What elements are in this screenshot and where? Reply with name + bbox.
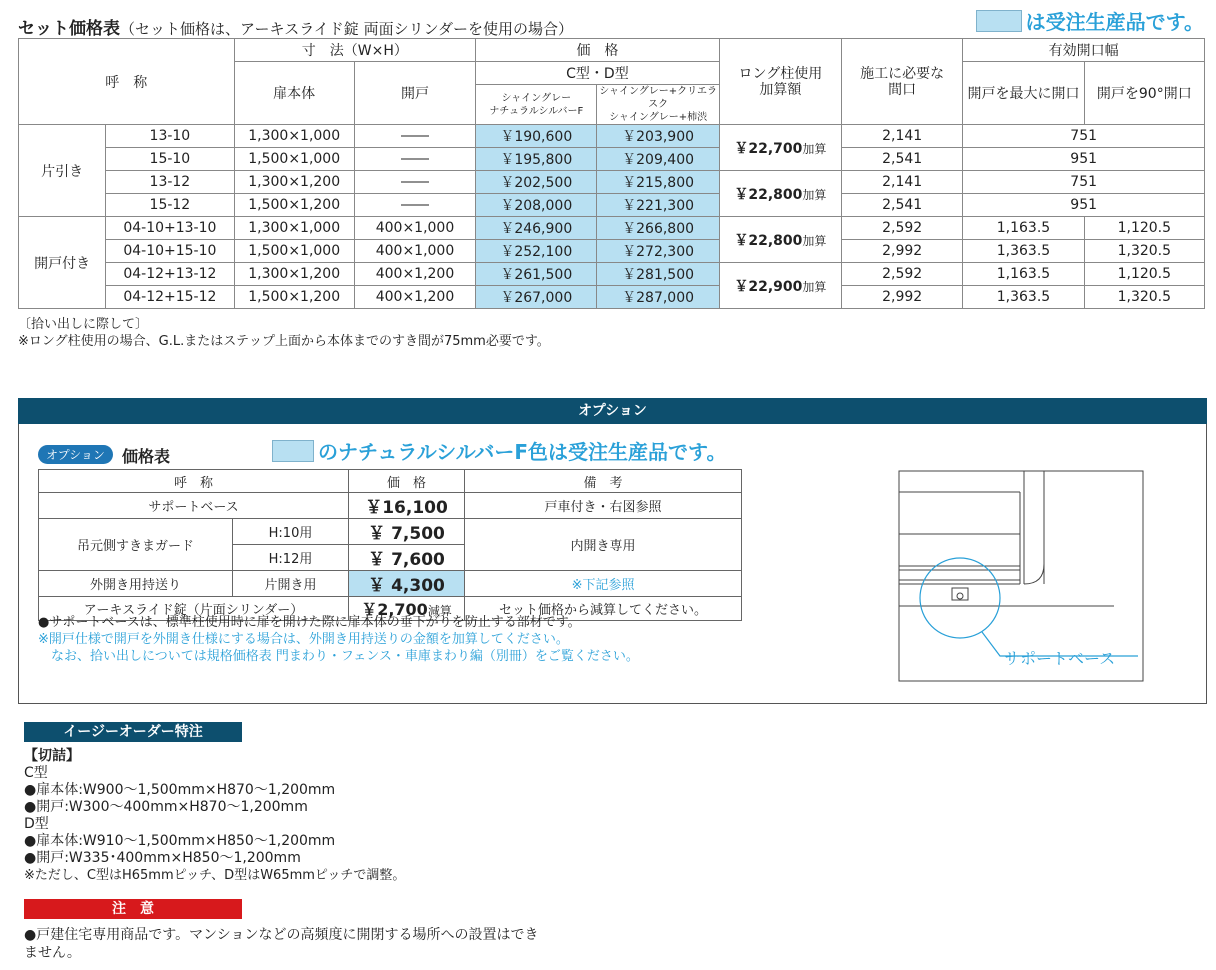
option-note-line: なお、拾い出しについては規格価格表 門まわり・フェンス・車庫まわり編（別冊）をご覧ください。 [38,649,639,664]
note-line: 〔拾い出しに際して〕 [18,317,149,332]
easy-line: ●開戸:W300～400mm×H870～1,200mm [24,799,308,815]
caution-header: 注 意 [24,899,242,919]
row-open-max: 1,163.5 [963,217,1084,240]
row-price-2: ￥266,800 [597,217,719,240]
row-price-1: ￥195,800 [476,148,597,171]
header-name: 呼 称 [19,39,235,125]
page-title: セット価格表（セット価格は、アーキスライド錠 両面シリンダーを使用の場合） [18,19,573,39]
row-price-1: ￥252,100 [476,240,597,263]
row-open-90: 1,120.5 [1084,217,1204,240]
row-open-90: 1,320.5 [1084,240,1204,263]
note-line: ※ロング柱使用の場合、G.L.またはステップ上面から本体までのすき間が75mm必要です。 [18,334,550,349]
row-door-size: 1,300×1,000 [234,125,354,148]
row-door-size: 1,500×1,200 [234,286,354,309]
row-code: 04-12+13-12 [106,263,234,286]
row-price-1: ￥267,000 [476,286,597,309]
row-open-max: 1,363.5 [963,286,1084,309]
row-price-2: ￥287,000 [597,286,719,309]
opt-outward-name: 外開き用持送り [39,571,233,597]
option-header: オプション [18,398,1207,424]
row-door-size: 1,300×1,000 [234,217,354,240]
row-frontage: 2,141 [842,125,963,148]
row-frontage: 2,541 [842,194,963,217]
row-frontage: 2,541 [842,148,963,171]
easy-line: ●扉本体:W900～1,500mm×H870～1,200mm [24,782,336,798]
easy-line: ●開戸:W335･400mm×H850～1,200mm [24,850,301,866]
long-add-2: ￥22,800加算 [719,171,841,217]
easy-order-header: イージーオーダー特注 [24,722,242,742]
easy-line: D型 [24,816,49,832]
legend-swatch [272,440,314,462]
header-price: 価 格 [476,39,720,62]
support-base-diagram [898,470,1144,682]
row-frontage: 2,592 [842,263,963,286]
row-code: 04-12+15-12 [106,286,234,309]
set-price-table [18,38,1205,309]
row-price-2: ￥209,400 [597,148,719,171]
header-cd-type: C型・D型 [476,62,720,85]
header-effective-width: 有効開口幅 [963,39,1205,62]
row-price-1: ￥190,600 [476,125,597,148]
header-gate: 開戸 [354,62,475,125]
opt-lock-name: アーキスライド錠（片面シリンダー） [39,597,349,621]
row-open-90: 1,120.5 [1084,263,1204,286]
made-to-order-legend [976,6,1204,35]
easy-line: 【切詰】 [24,748,80,764]
row-price-1: ￥202,500 [476,171,597,194]
set-price-notes [18,316,550,350]
caution-text: ●戸建住宅専用商品です。マンションなどの高頻度に開閉する場所への設置はできません。 [24,927,539,961]
row-door-size: 1,300×1,200 [234,171,354,194]
group-with-gate: 開戸付き [19,217,106,309]
easy-line: C型 [24,765,48,781]
row-gate-size: ―― [354,194,475,217]
row-open-90: 1,320.5 [1084,286,1204,309]
opt-outward-price: ￥ 4,300 [349,571,465,597]
row-code: 04-10+15-10 [106,240,234,263]
long-add-4: ￥22,900加算 [719,263,841,309]
opt-support-note: 戸車付き・右図参照 [465,493,742,519]
row-door-size: 1,300×1,200 [234,263,354,286]
row-frontage: 2,592 [842,217,963,240]
row-door-size: 1,500×1,000 [234,148,354,171]
opt-support-price: ￥16,100 [349,493,465,519]
row-frontage: 2,992 [842,286,963,309]
row-gate-size: ―― [354,171,475,194]
opt-guard-price-1: ￥ 7,500 [349,519,465,545]
long-add-3: ￥22,800加算 [719,217,841,263]
row-effective: 951 [963,148,1205,171]
row-effective: 951 [963,194,1205,217]
opt-lock-note: セット価格から減算してください。 [465,597,742,621]
row-effective: 751 [963,171,1205,194]
row-price-2: ￥281,500 [597,263,719,286]
row-gate-size: 400×1,000 [354,217,475,240]
easy-line: ●扉本体:W910～1,500mm×H850～1,200mm [24,833,336,849]
row-gate-size: 400×1,200 [354,263,475,286]
easy-line: ※ただし、C型はH65mmピッチ、D型はW65mmピッチで調整。 [24,868,406,883]
option-title: 価格表 [122,447,171,466]
diagram-label: サポートベース [1004,649,1116,668]
row-price-1: ￥208,000 [476,194,597,217]
opt-guard-note: 内開き専用 [465,519,742,571]
legend-text: は受注生産品です。 [1025,10,1204,34]
row-code: 15-12 [106,194,234,217]
option-legend [272,436,726,465]
header-open-max: 開戸を最大に開口 [963,62,1084,125]
opt-guard-name: 吊元側すきまガード [39,519,233,571]
opt-lock-price: ￥2,700減算 [349,597,465,621]
header-frontage: 施工に必要な 間口 [842,39,963,125]
row-gate-size: ―― [354,148,475,171]
row-open-max: 1,363.5 [963,240,1084,263]
row-price-2: ￥203,900 [597,125,719,148]
page-subtitle: （セット価格は、アーキスライド錠 両面シリンダーを使用の場合） [120,20,573,38]
opt-header-name: 呼 称 [39,470,349,493]
opt-outward-sub: 片開き用 [233,571,349,597]
option-note-line: ●サポートベースは、標準柱使用時に扉を開けた際に扉本体の垂下がりを防止する部材です。 [38,615,581,630]
row-price-1: ￥246,900 [476,217,597,240]
easy-order-body [24,748,405,884]
row-price-2: ￥272,300 [597,240,719,263]
option-note-line: ※開戸仕様で開戸を外開き仕様にする場合は、外開き用持送りの金額を加算してください。 [38,632,569,647]
long-add-1: ￥22,700加算 [719,125,841,171]
opt-outward-note: ※下記参照 [465,571,742,597]
row-price-2: ￥221,300 [597,194,719,217]
row-code: 15-10 [106,148,234,171]
row-door-size: 1,500×1,000 [234,240,354,263]
group-sliding: 片引き [19,125,106,217]
row-frontage: 2,141 [842,171,963,194]
row-code: 04-10+13-10 [106,217,234,240]
row-frontage: 2,992 [842,240,963,263]
header-door: 扉本体 [234,62,354,125]
row-code: 13-10 [106,125,234,148]
row-open-max: 1,163.5 [963,263,1084,286]
row-code: 13-12 [106,171,234,194]
option-pill: オプション [38,445,113,464]
row-gate-size: ―― [354,125,475,148]
header-color-1: シャイングレー ナチュラルシルバーF [476,85,597,125]
row-gate-size: 400×1,000 [354,240,475,263]
row-door-size: 1,500×1,200 [234,194,354,217]
row-price-2: ￥215,800 [597,171,719,194]
opt-header-note: 備 考 [465,470,742,493]
opt-guard-price-2: ￥ 7,600 [349,545,465,571]
opt-guard-size-1: H:10用 [233,519,349,545]
opt-header-price: 価 格 [349,470,465,493]
opt-support-name: サポートベース [39,493,349,519]
row-effective: 751 [963,125,1205,148]
header-long-post: ロング柱使用 加算額 [719,39,841,125]
option-legend-text: のナチュラルシルバーF色は受注生産品です。 [318,440,727,464]
option-price-table [38,469,742,621]
row-gate-size: 400×1,200 [354,286,475,309]
option-notes [38,614,639,665]
header-open-90: 開戸を90°開口 [1084,62,1204,125]
header-dimensions: 寸 法（W×H） [234,39,476,62]
opt-guard-size-2: H:12用 [233,545,349,571]
header-color-2: シャイングレー+クリエラスク シャイングレー+柿渋 [597,85,719,125]
legend-swatch [976,10,1022,32]
row-price-1: ￥261,500 [476,263,597,286]
